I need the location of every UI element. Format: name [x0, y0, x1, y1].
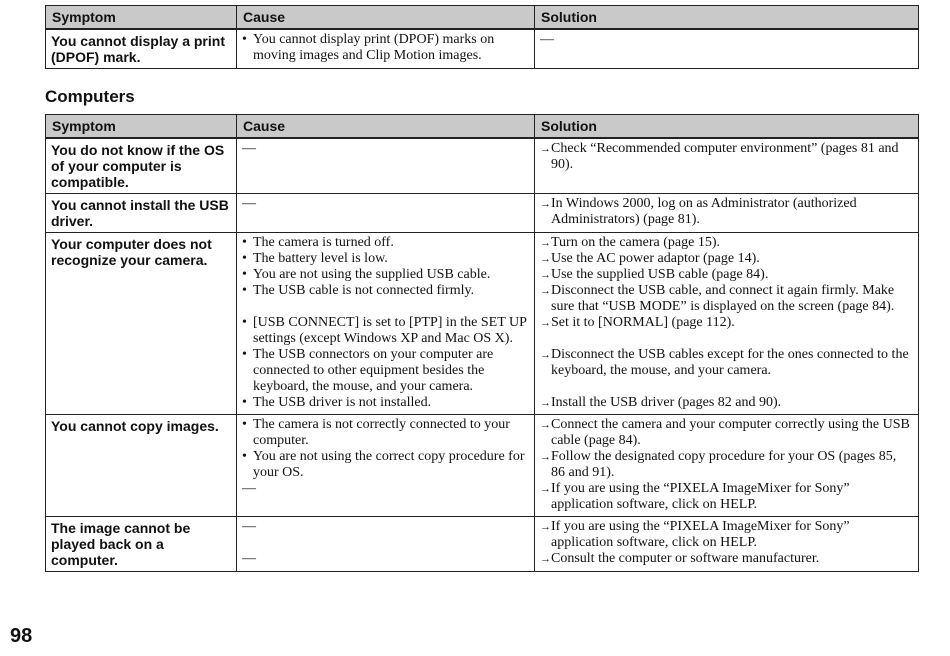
cause-item: • The camera is turned off. [242, 235, 529, 251]
cause-cell [237, 415, 535, 517]
table-row [46, 138, 919, 194]
table-row [46, 233, 919, 415]
symptom-cell: You cannot copy images. [46, 415, 237, 517]
spacer [540, 379, 913, 395]
cause-item: — [242, 141, 256, 156]
cause-list [242, 32, 529, 64]
solution-list [540, 141, 913, 173]
cause-item: • The USB cable is not connected firmly. [242, 283, 529, 299]
symptom-cell: You do not know if the OS of your computer is compatible. [46, 138, 237, 194]
solution-item: → Consult the computer or software manufacturer. [540, 551, 913, 567]
solution-list [540, 417, 913, 513]
cause-list [242, 141, 529, 157]
cause-cell [237, 517, 535, 572]
table-row [46, 194, 919, 233]
cause-item: — [242, 481, 256, 496]
solution-cell [535, 194, 919, 233]
solution-item: → Use the AC power adaptor (page 14). [540, 251, 913, 267]
solution-item: → Disconnect the USB cable, and connect it again firmly. Make sure that “USB MODE” is displayed on the screen (page 84). [540, 283, 913, 315]
solution-item: → Check “Recommended computer environment” (pages 81 and 90). [540, 141, 913, 173]
solution-cell [535, 415, 919, 517]
solution-item: → Install the USB driver (pages 82 and 90). [540, 395, 913, 411]
cause-item: • The USB driver is not installed. [242, 395, 529, 411]
symptom-cell: The image cannot be played back on a computer. [46, 517, 237, 572]
solution-item: → Follow the designated copy procedure for your OS (pages 85, 86 and 91). [540, 449, 913, 481]
solution-list [540, 32, 913, 48]
cause-cell [237, 233, 535, 415]
solution-item: → In Windows 2000, log on as Administrator (authorized Administrators) (page 81). [540, 196, 913, 228]
cause-item: • The camera is not correctly connected to your computer. [242, 417, 529, 449]
solution-cell [535, 233, 919, 415]
solution-cell [535, 517, 919, 572]
cause-list [242, 196, 529, 212]
solution-item: → Connect the camera and your computer correctly using the USB cable (page 84). [540, 417, 913, 449]
solution-list [540, 196, 913, 228]
header-cause: Cause [237, 115, 535, 139]
solution-item: → If you are using the “PIXELA ImageMixer for Sony” application software, click on HELP. [540, 481, 913, 513]
cause-list [242, 519, 529, 567]
cause-cell [237, 194, 535, 233]
table-row [46, 415, 919, 517]
solution-item: → Set it to [NORMAL] (page 112). [540, 315, 913, 331]
symptom-cell: Your computer does not recognize your camera. [46, 233, 237, 415]
header-row [46, 115, 919, 139]
spacer [540, 331, 913, 347]
header-solution: Solution [535, 115, 919, 139]
cause-item: • [USB CONNECT] is set to [PTP] in the SET UP settings (except Windows XP and Mac OS X). [242, 315, 529, 347]
solution-item: → Disconnect the USB cables except for the ones connected to the keyboard, the mouse, and your camera. [540, 347, 913, 379]
solution-item: → If you are using the “PIXELA ImageMixer for Sony” application software, click on HELP. [540, 519, 913, 551]
header-symptom: Symptom [46, 6, 237, 30]
solution-list [540, 519, 913, 567]
solution-item: — [540, 32, 554, 47]
computers-troubleshooting-table [45, 114, 919, 572]
header-solution: Solution [535, 6, 919, 30]
spacer [242, 299, 529, 315]
solution-list [540, 235, 913, 411]
cause-item: • You are not using the supplied USB cable. [242, 267, 529, 283]
symptom-cell: You cannot display a print (DPOF) mark. [46, 29, 237, 69]
dpof-troubleshooting-table [45, 5, 919, 69]
cause-item: • The battery level is low. [242, 251, 529, 267]
solution-cell [535, 29, 919, 69]
cause-cell [237, 29, 535, 69]
table-row [46, 517, 919, 572]
cause-list [242, 235, 529, 411]
solution-cell [535, 138, 919, 194]
table-row [46, 29, 919, 69]
symptom-cell: You cannot install the USB driver. [46, 194, 237, 233]
cause-item: • You cannot display print (DPOF) marks on moving images and Clip Motion images. [242, 32, 529, 64]
cause-item: — [242, 551, 256, 566]
solution-item: → Turn on the camera (page 15). [540, 235, 913, 251]
header-symptom: Symptom [46, 115, 237, 139]
cause-item: • The USB connectors on your computer are connected to other equipment besides the keyboard, the mouse, and your camera. [242, 347, 529, 395]
spacer [242, 535, 529, 551]
solution-item: → Use the supplied USB cable (page 84). [540, 267, 913, 283]
cause-item: — [242, 519, 256, 534]
cause-item: — [242, 196, 256, 211]
page-number: 98 [10, 625, 33, 647]
section-heading: Computers [45, 87, 135, 106]
cause-list [242, 417, 529, 497]
header-cause: Cause [237, 6, 535, 30]
cause-cell [237, 138, 535, 194]
cause-item: • You are not using the correct copy procedure for your OS. [242, 449, 529, 481]
header-row [46, 6, 919, 30]
